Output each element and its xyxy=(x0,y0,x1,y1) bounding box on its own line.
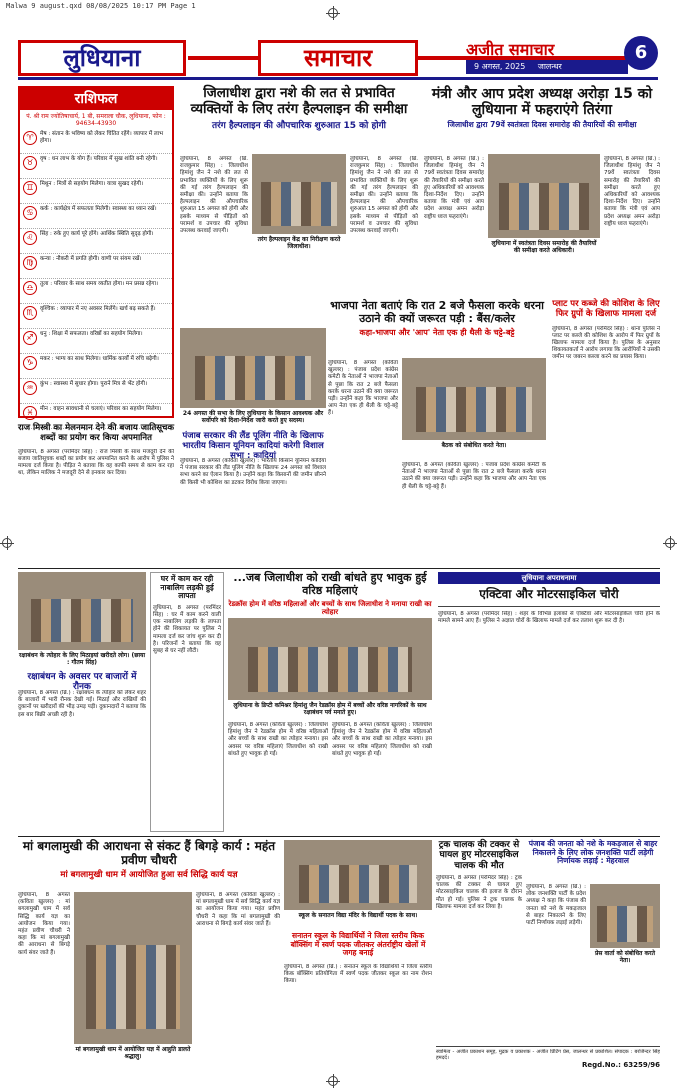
rashi-row xyxy=(20,304,172,329)
rashi-row xyxy=(20,129,172,154)
registration-mark-right xyxy=(665,538,675,548)
rashi-row xyxy=(20,329,172,354)
article-headline: एक्टिवा और मोटरसाइकिल चोरी xyxy=(438,588,660,607)
zodiac-sign-icon: ♒ xyxy=(23,381,37,395)
zodiac-sign-icon: ♓ xyxy=(23,406,37,420)
article-body: लुधियाना, 8 अगस्त (ब्रि.) : जिलाधीश हिमांशु जैन ने 79वें स्वतंत्रता दिवस समारोह की तैयारियों की समीक्षा करते हुए अधिकारियों को आवश्यक दिशा-निर्देश दिए। उन्होंने बताया कि मंत्री एवं आप प्रदेश अध्यक्ष अमन अरोड़ा राष्ट्रीय ध्वज फहराएंगे। xyxy=(424,156,484,220)
rashi-text: तुला : परिवार के साथ समय व्यतीत होगा। मन प्रसन्न रहेगा। xyxy=(40,281,159,287)
section-divider xyxy=(18,568,660,569)
rashi-text: धनु : शिक्षा में सफलता। वरिष्ठों का सहयोग मिलेगा। xyxy=(40,331,143,337)
section-label: लुधियाना अपराधनामा xyxy=(438,572,660,584)
masthead-paper: अजीत समाचार xyxy=(466,40,555,59)
article-body-cont: लुधियाना, 8 अगस्त (कविता खुल्लर) : मां बगलामुखी धाम में सर्व सिद्धि कार्य यज्ञ का आयोजन किया गया। महंत प्रवीण चौधरी ने कहा कि मां बगलामुखी की आराधना से बिगड़े कार्य संवर जाते हैं। xyxy=(196,892,280,927)
rashi-row xyxy=(20,379,172,404)
article-subheadline: जिलाधीश द्वारा 79वें स्वतंत्रता दिवस समारोह की तैयारियों की समीक्षा xyxy=(447,120,637,130)
article-photo xyxy=(284,840,432,910)
article-photo xyxy=(18,572,146,650)
masthead-dateline xyxy=(466,60,628,74)
article-headline: सनातन स्कूल के विद्यार्थियों ने जिला स्तरीय किक बॉक्सिंग में स्वर्ण पदक जीतकर अंतर्राष्ट्रीय खेलों में जगह बनाई xyxy=(290,931,426,958)
article-subheadline: तरंग हैल्पलाइन की औपचारिक शुरुआत 15 को होगी xyxy=(211,121,387,132)
rashi-row xyxy=(20,179,172,204)
article-body: लुधियाना, 8 अगस्त (परमिंदर सिंह) : घर में काम करने वाली एक नाबालिग लड़की के लापता होने की शिकायत पर पुलिस ने मामला दर्ज कर जांच शुरू कर दी है। परिजनों ने बताया कि वह सुबह से घर नहीं लौटी। xyxy=(153,604,221,655)
article-headline: घर में काम कर रही नाबालिग लड़की हुई लापता xyxy=(160,574,214,601)
print-slug: Malwa 9 august.qxd 08/08/2025 10:17 PM Page 1 xyxy=(6,2,196,10)
article-body: लुधियाना, 8 अगस्त (ब्रि.) : रक्षाबंधन के त्योहार को लेकर शहर के बाजारों में भारी रौनक देखी गई। मिठाई और राखियों की दुकानों पर खरीदारों की भीड़ उमड़ पड़ी। दुकानदारों ने बताया कि इस बार बिक्री अच्छी रही है। xyxy=(18,690,146,718)
registration-mark-top xyxy=(328,8,338,18)
article-ljp xyxy=(526,840,660,1074)
article-body: लुधियाना, 8 अगस्त (ब्रि. राजकुमार सिंह) : जिलाधीश हिमांशु जैन ने नशे की लत से प्रभावित व्यक्तियों के लिए शुरू की गई तरंग हैल्पलाइन की समीक्षा की। उन्होंने बताया कि हैल्पलाइन की औपचारिक शुरुआत 15 अगस्त को होगी और इसके माध्यम से पीड़ितों को परामर्श व उपचार की सुविधा उपलब्ध करवाई जाएगी। xyxy=(180,156,248,235)
rashi-row xyxy=(20,354,172,379)
rashi-text: मकर : भाग्य का साथ मिलेगा। धार्मिक कार्यों में रुचि बढ़ेगी। xyxy=(40,356,159,362)
rashi-row xyxy=(20,154,172,179)
article-body: लुधियाना, 8 अगस्त (कविता खुल्लर) : मां बगलामुखी धाम में सर्व सिद्धि कार्य यज्ञ का आयोजन किया गया। महंत प्रवीण चौधरी ने कहा कि मां बगलामुखी की आराधना से बिगड़े कार्य संवर जाते हैं। xyxy=(18,892,70,956)
masthead-section: समाचार xyxy=(258,40,418,76)
article-headline: जिलाधीश द्वारा नशे की लत से प्रभावित व्यक्तियों के लिए तरंग हैल्पलाइन की समीक्षा xyxy=(190,85,408,117)
article-bains-kaler xyxy=(328,300,546,564)
article-headline: प्लाट पर कब्जे की कोशिश के लिए फिर ग्रुपों के खिलाफ मामला दर्ज xyxy=(552,299,660,319)
article-headline: पंजाब सरकार की लैंड पूलिंग नीति के खिलाफ भारतीय किसान यूनियन कादियां करेगी विशाल सभा : कादियां xyxy=(182,431,324,461)
rashi-text: कर्क : कार्यक्षेत्र में सफलता मिलेगी। स्वास्थ्य का ध्यान रखें। xyxy=(40,206,157,212)
article-headline: मंत्री और आप प्रदेश अध्यक्ष अरोड़ा 15 को लुधियाना में फहराएंगे तिरंगा xyxy=(431,86,653,119)
article-body: लुधियाना, 8 अगस्त (परमिंदर सिंह) : थाना पुलिस ने प्लाट पर कब्जे की कोशिश के आरोप में फिर ग्रुपों के खिलाफ मामला दर्ज किया है। पुलिस के अनुसार शिकायतकर्ता ने आरोप लगाया कि आरोपियों ने उसकी जमीन पर जबरन कब्जा करने का प्रयास किया। xyxy=(552,325,660,361)
article-headline: ट्रक चालक की टक्कर से घायल हुए मोटरसाइकिल चालक की मौत xyxy=(438,840,520,871)
photo-caption: 24 अगस्त की सभा के लिए लुधियाना के किसान आवश्यक और सर्वोपरि को दिशा-निर्देश जारी करते हुए सदस्य। xyxy=(182,410,324,424)
regd-number: Regd.No.: 63259/96 xyxy=(581,1061,660,1069)
article-plot-case xyxy=(552,300,660,564)
article-crime-roundup xyxy=(438,572,660,832)
article-photo xyxy=(402,358,546,440)
article-photo xyxy=(74,892,192,1044)
page-number: 6 xyxy=(624,36,658,70)
article-subheadline: मां बगलामुखी धाम में आयोजित हुआ सर्व सिद्धि कार्य यज्ञ xyxy=(60,869,238,880)
zodiac-sign-icon: ♈ xyxy=(23,131,37,145)
rashi-text: सिंह : रुके हुए कार्य पूरे होंगे। आर्थिक स्थिति सुदृढ़ होगी। xyxy=(40,231,154,237)
article-photo xyxy=(590,884,660,948)
article-headline: भाजपा नेता बताएं कि रात 2 बजे फैसला करके धरना उठाने की क्यों जरूरत पड़ी : बैंस/कलेर xyxy=(330,299,544,325)
rashi-text: मिथुन : मित्रों से सहयोग मिलेगा। यात्रा सुखद रहेगी। xyxy=(40,181,144,187)
article-dc-rakhi xyxy=(228,572,432,832)
rashi-row xyxy=(20,229,172,254)
rashi-text: वृष : धन लाभ के योग हैं। परिवार में सुख शांति बनी रहेगी। xyxy=(40,156,158,162)
article-body: लुधियाना, 8 अगस्त (परमिंदर सिंह) : राज मिस्त्री के साथ मजदूरी देने की बजाय जातिसूचक शब्दों का प्रयोग कर अपमानित करने के आरोप में पुलिस ने मामला दर्ज किया है। पीड़ित ने बताया कि वह काफी समय से काम कर रहा था, लेकिन मालिक ने मजदूरी देने से इनकार कर दिया। xyxy=(18,448,174,477)
rashi-row xyxy=(20,279,172,304)
article-body: लुधियाना, 8 अगस्त (ब्रि.) : लोक जनशक्ति पार्टी के प्रदेश अध्यक्ष ने कहा कि पंजाब की जनता को नशे के मकड़जाल से बाहर निकालने के लिए पार्टी निर्णायक लड़ाई लड़ेगी। xyxy=(526,884,586,927)
article-missing-girl xyxy=(150,572,224,832)
photo-caption: बैठक को संबोधित करते नेता। xyxy=(441,442,507,449)
article-photo xyxy=(228,618,432,700)
article-kickboxing xyxy=(284,840,432,1074)
article-photo xyxy=(252,154,346,234)
photo-caption: लुधियाना में स्वतंत्रता दिवस समारोह की तैयारियों की समीक्षा करते अधिकारी। xyxy=(491,240,597,254)
photo-caption: प्रेस वार्ता को संबोधित करते नेता। xyxy=(594,950,656,964)
article-photo xyxy=(488,154,600,238)
article-kisan-union xyxy=(180,328,326,564)
article-headline: पंजाब की जनता को नशे के मकड़जाल से बाहर निकालने के लिए लोक जनशक्ति पार्टी लड़ेगी निर्णायक लड़ाई : मेहरवाल xyxy=(528,839,658,866)
zodiac-sign-icon: ♐ xyxy=(23,331,37,345)
article-mason-insult xyxy=(18,424,174,564)
photo-caption: मां बगलामुखी धाम में आयोजित यज्ञ में आहुति डालते श्रद्धालु। xyxy=(75,1046,191,1060)
article-subheadline: रेडक्रॉस होम में वरिष्ठ महिलाओं और बच्चों के साथ जिलाधीश ने मनाया राखी का त्योहार xyxy=(228,600,432,617)
masthead-city: लुधियाना xyxy=(18,40,186,76)
article-body: लुधियाना, 8 अगस्त (परमिंदर सिंह) : ट्रक चालक की टक्कर से घायल हुए मोटरसाइकिल चालक की इलाज के दौरान मौत हो गई। पुलिस ने ट्रक चालक के खिलाफ मामला दर्ज कर लिया है। xyxy=(436,875,522,910)
photo-caption: रक्षाबंधन के त्योहार के लिए मिठाइयां खरीदते लोग। (छाया : गौतम सिंह) xyxy=(18,652,146,666)
article-headline: राज मिस्त्री का मेलनमान देने की बजाय जातिसूचक शब्दों का प्रयोग कर किया अपमानित xyxy=(18,423,174,443)
article-body: लुधियाना, 8 अगस्त (ब्रि.) : सनातन स्कूल के विद्यार्थियों ने जिला स्तरीय किक बॉक्सिंग प्रतियोगिता में स्वर्ण पदक जीतकर स्कूल का नाम रोशन किया। xyxy=(284,964,432,985)
zodiac-sign-icon: ♊ xyxy=(23,181,37,195)
article-body: लुधियाना, 8 अगस्त (कविता खुल्लर) : भारतीय किसान यूनियन कादियां ने पंजाब सरकार की लैंड पूलिंग नीति के खिलाफ 24 अगस्त को विशाल सभा करने का ऐलान किया है। उन्होंने कहा कि किसानों की जमीन छीनने की किसी भी कोशिश का डटकर विरोध किया जाएगा। xyxy=(180,458,326,486)
article-headline: मां बगलामुखी की आराधना से संकट हैं बिगड़े कार्य : महंत प्रवीण चौधरी xyxy=(22,839,276,867)
article-photo xyxy=(180,328,326,408)
masthead-date: 9 अगस्त, 2025 xyxy=(474,62,526,71)
registration-mark-left xyxy=(2,538,12,548)
rashi-text: कुंभ : स्वास्थ्य में सुधार होगा। पुराने मित्र से भेंट होगी। xyxy=(40,381,148,387)
article-body-cont: लुधियाना, 8 अगस्त (कविता खुल्लर) : पंजाब प्रदेश कांग्रेस कमेटी के नेताओं ने भाजपा नेताओं से पूछा कि रात 2 बजे फैसला करके धरना उठाने की क्या जरूरत पड़ी। उन्होंने कहा कि भाजपा और आप नेता एक ही थैली के चट्टे-बट्टे हैं। xyxy=(402,462,546,490)
rashifal-box xyxy=(18,86,174,418)
article-baglamukhi xyxy=(18,840,280,1074)
section-divider xyxy=(18,836,660,837)
zodiac-sign-icon: ♏ xyxy=(23,306,37,320)
zodiac-sign-icon: ♑ xyxy=(23,356,37,370)
rashi-row xyxy=(20,254,172,279)
rashi-text: कन्या : नौकरी में प्रगति होगी। वाणी पर संयम रखें। xyxy=(40,256,142,262)
rashifal-astrologer: पं. श्री राम ज्योतिषाचार्य, 1 बी, समराला चौक, लुधियाना, फोन : 94634-43930 xyxy=(26,113,166,127)
zodiac-sign-icon: ♌ xyxy=(23,231,37,245)
zodiac-sign-icon: ♎ xyxy=(23,281,37,295)
article-body: लुधियाना, 8 अगस्त (परमिंदर सिंह) : शहर के विभिन्न इलाकों से एक्टिवा और मोटरसाइकिल चोरी होने के मामले सामने आए हैं। पुलिस ने अज्ञात चोरों के खिलाफ मामले दर्ज कर तलाश शुरू कर दी है। xyxy=(438,610,660,625)
rashifal-list xyxy=(20,129,172,429)
masthead-place: जालन्धर xyxy=(537,62,562,71)
rashifal-title: राशिफल xyxy=(20,88,172,110)
article-subheadline: कहा-भाजपा और 'आप' नेता एक ही थैली के चट्टे-बट्टे xyxy=(359,328,515,338)
article-truck-accident xyxy=(436,840,522,1074)
rashi-row xyxy=(20,204,172,229)
zodiac-sign-icon: ♍ xyxy=(23,256,37,270)
article-body-cont: लुधियाना, 8 अगस्त (कविता खुल्लर) : जिलाधीश हिमांशु जैन ने रेडक्रॉस होम में वरिष्ठ महिलाओं और बच्चों के साथ राखी का त्योहार मनाया। इस अवसर पर वरिष्ठ महिलाएं जिलाधीश को राखी बांधते हुए भावुक हो गईं। xyxy=(332,722,432,757)
imprint-text: स्वामित्व - अजीत प्रकाशन समूह, मुद्रक व प्रकाशक - अजीत प्रिंटिंग प्रेस, जालन्धर से प्रकाशित। संपादक : बरजिन्दर सिंह हमदर्द। xyxy=(436,1049,660,1061)
rashi-text: मेष : संतान के भविष्य को लेकर चिंतित रहेंगे। व्यापार में लाभ होगा। xyxy=(40,131,164,144)
article-body-cont: लुधियाना, 8 अगस्त (ब्रि.) : जिलाधीश हिमांशु जैन ने 79वें स्वतंत्रता दिवस समारोह की तैयारियों की समीक्षा करते हुए अधिकारियों को आवश्यक दिशा-निर्देश दिए। उन्होंने बताया कि मंत्री एवं आप प्रदेश अध्यक्ष अमन अरोड़ा राष्ट्रीय ध्वज फहराएंगे। xyxy=(604,156,660,227)
article-body-cont: लुधियाना, 8 अगस्त (ब्रि. राजकुमार सिंह) : जिलाधीश हिमांशु जैन ने नशे की लत से प्रभावित व्यक्तियों के लिए शुरू की गई तरंग हैल्पलाइन की समीक्षा की। उन्होंने बताया कि हैल्पलाइन की औपचारिक शुरुआत 15 अगस्त को होगी और इसके माध्यम से पीड़ितों को परामर्श व उपचार की सुविधा उपलब्ध करवाई जाएगी। xyxy=(350,156,418,235)
photo-caption: तरंग हैल्पलाइन केंद्र का निरीक्षण करते जिलाधीश। xyxy=(257,236,341,250)
registration-mark-bottom xyxy=(328,1076,338,1086)
article-tiranga xyxy=(424,86,660,296)
rashi-text: वृश्चिक : व्यापार में नए अवसर मिलेंगे। खर्च बढ़ सकते हैं। xyxy=(40,306,156,312)
photo-caption: लुधियाना के डिप्टी कमिश्नर हिमांशु जैन रेडक्रॉस होम में बच्चों और वरिष्ठ नागरिकों के साथ रक्षाबंधन पर्व मनाते हुए। xyxy=(233,702,427,716)
photo-caption: स्कूल के सनातन विद्या मंदिर के विद्यार्थी पदक के साथ। xyxy=(298,912,418,919)
zodiac-sign-icon: ♉ xyxy=(23,156,37,170)
article-headline: रक्षाबंधन के अवसर पर बाजारों में रौनक xyxy=(27,672,137,693)
imprint xyxy=(436,1046,660,1074)
article-body: लुधियाना, 8 अगस्त (कविता खुल्लर) : पंजाब प्रदेश कांग्रेस कमेटी के नेताओं ने भाजपा नेताओं से पूछा कि रात 2 बजे फैसला करके धरना उठाने की क्या जरूरत पड़ी। उन्होंने कहा कि भाजपा और आप नेता एक ही थैली के चट्टे-बट्टे हैं। xyxy=(328,360,398,417)
zodiac-sign-icon: ♋ xyxy=(23,206,37,220)
rashi-text: मीन : वाहन सावधानी से चलाएं। परिवार का सहयोग मिलेगा। xyxy=(40,406,162,412)
article-rakhi-markets xyxy=(18,572,146,832)
article-body: लुधियाना, 8 अगस्त (कविता खुल्लर) : जिलाधीश हिमांशु जैन ने रेडक्रॉस होम में वरिष्ठ महिलाओं और बच्चों के साथ राखी का त्योहार मनाया। इस अवसर पर वरिष्ठ महिलाएं जिलाधीश को राखी बांधते हुए भावुक हो गईं। xyxy=(228,722,328,757)
article-headline: ...जब जिलाधीश को राखी बांधते हुए भावुक हुई वरिष्ठ महिलाएं xyxy=(233,571,427,597)
masthead xyxy=(18,36,658,80)
